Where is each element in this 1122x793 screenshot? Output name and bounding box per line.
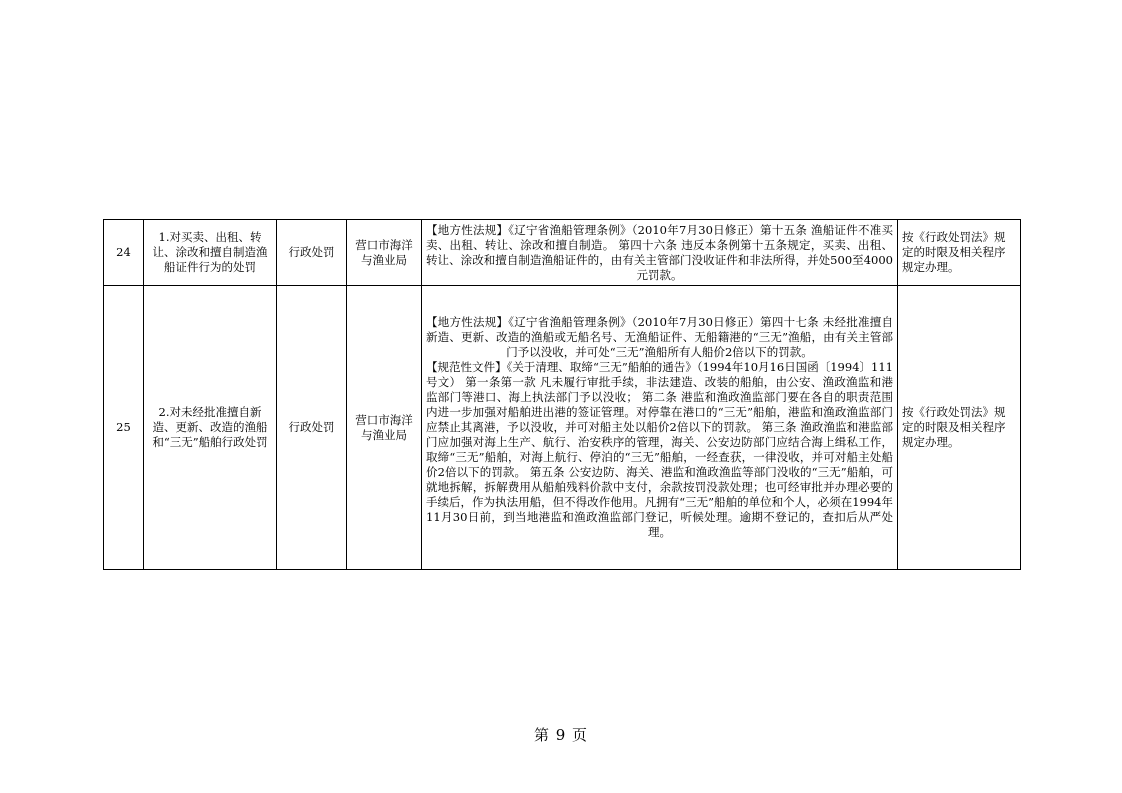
- penalty-table: [103, 219, 1021, 570]
- legal-basis: [422, 220, 898, 286]
- item-name: 2.对未经批准擅自新造、更新、改造的渔船和“三无”船舶行政处罚: [144, 286, 277, 570]
- table-row: [104, 220, 1021, 286]
- legal-basis-paragraph: 【地方性法规】《辽宁省渔船管理条例》（2010年7月30日修正）第四十七条 未经批准擅自新造、更新、改造的渔船或无船名号、无渔船证件、无船籍港的“三无”渔船，由有关主管部门予以没收，并可处“三无”渔船所有人船价2倍以下的罚款。: [426, 315, 893, 359]
- procedure: 按《行政处罚法》规定的时限及相关程序规定办理。: [898, 286, 1021, 570]
- department: 营口市海洋与渔业局: [347, 220, 422, 286]
- item-type: 行政处罚: [277, 286, 347, 570]
- table-row: [104, 286, 1021, 570]
- legal-basis-paragraph: 【地方性法规】《辽宁省渔船管理条例》（2010年7月30日修正）第十五条 渔船证件不准买卖、出租、转让、涂改和擅自制造。 第四十六条 违反本条例第十五条规定，买卖、出租、转让、涂改和擅自制造渔船证件的，由有关主管部门没收证件和非法所得，并处500至4000元罚款。: [426, 222, 893, 282]
- legal-basis: [422, 286, 898, 570]
- row-number: 25: [104, 286, 144, 570]
- procedure: 按《行政处罚法》规定的时限及相关程序规定办理。: [898, 220, 1021, 286]
- department: 营口市海洋与渔业局: [347, 286, 422, 570]
- row-number: 24: [104, 220, 144, 286]
- item-type: 行政处罚: [277, 220, 347, 286]
- page-number: 第 9 页: [533, 726, 589, 744]
- item-name: 1.对买卖、出租、转让、涂改和擅自制造渔船证件行为的处罚: [144, 220, 277, 286]
- legal-basis-paragraph: 【规范性文件】《关于清理、取缔“三无”船舶的通告》（1994年10月16日国函〔1994〕111号文） 第一条第一款 凡未履行审批手续，非法建造、改装的船舶，由公安、渔政渔监和港监部门等港口、海上执法部门予以没收； 第二条 港监和渔政渔监部门要在各自的职责范围内进一步加强对船舶进出港的签证管理。对停靠在港口的“三无”船舶，港监和渔政渔监部门应禁止其离港，予以没收，并可对船主处以船价2倍以下的罚款。 第三条 渔政渔监和港监部门应加强对海上生产、航行、治安秩序的管理，海关、公安边防部门应结合海上缉私工作，取缔“三无”船舶，对海上航行、停泊的“三无”船舶，一经查获，一律没收，并可对船主处船价2倍以下的罚款。 第五条 公安边防、海关、港监和渔政渔监等部门没收的“三无”船舶，可就地拆解，拆解费用从船舶残料价款中支付，余款按罚没款处理；也可经审批并办理必要的手续后，作为执法用船，但不得改作他用。凡拥有“三无”船舶的单位和个人，必须在1994年11月30日前，到当地港监和渔政渔监部门登记，听候处理。逾期不登记的，查扣后从严处理。: [426, 360, 893, 539]
